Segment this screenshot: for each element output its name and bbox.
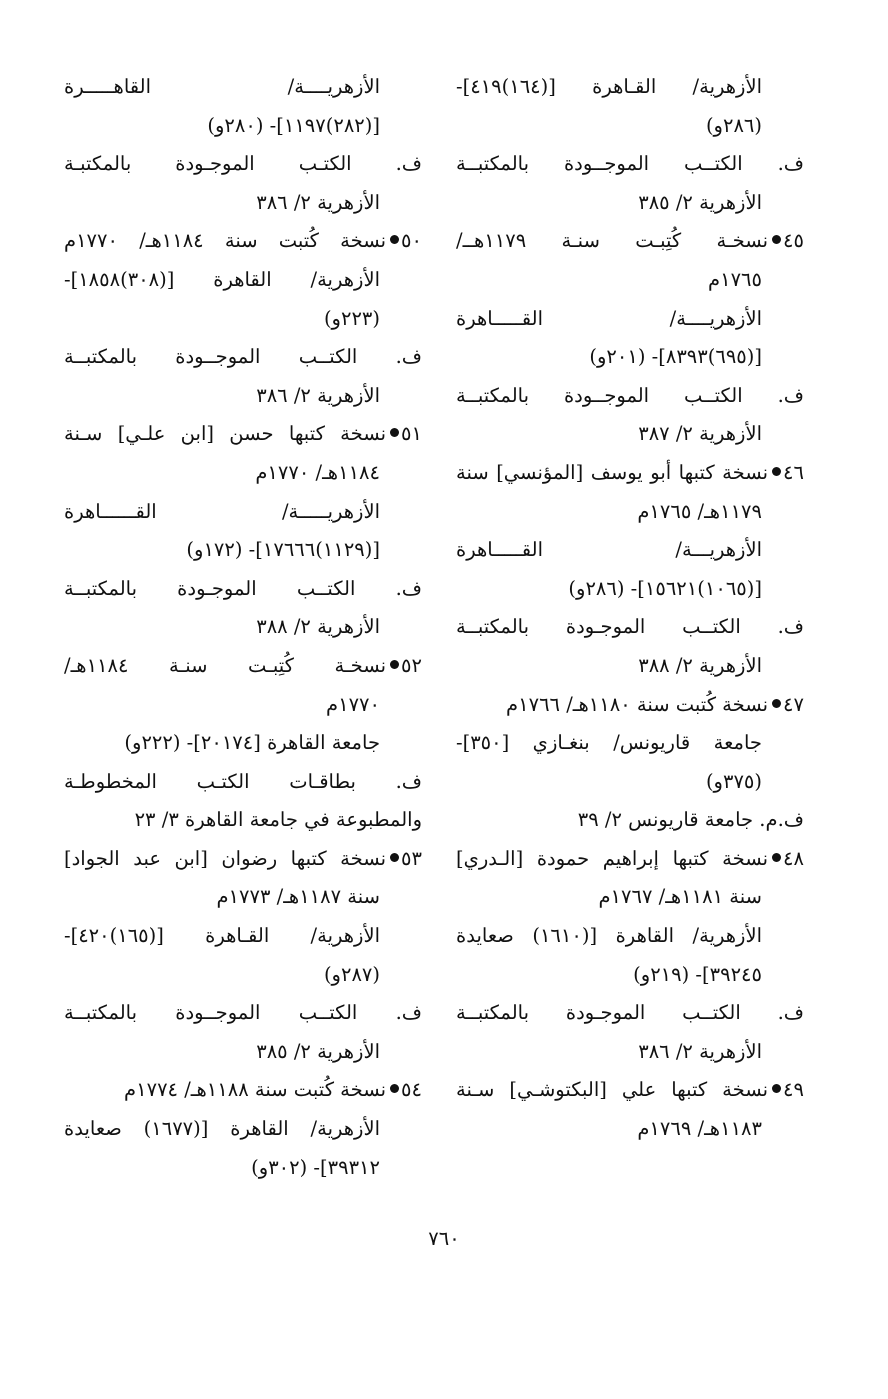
bullet-icon xyxy=(772,1084,781,1093)
entry-number: ٥٤ xyxy=(401,1078,422,1102)
text-line: ف. الكتــب الموجـودة بالمكتبــة xyxy=(456,615,804,639)
entry-number: ٤٨ xyxy=(783,846,804,870)
entry-line xyxy=(64,647,422,686)
entry-text: نسخة كتبها أبو يوسف [المؤنسي] سنة xyxy=(456,460,769,484)
text-line: الأزهرية/ القـاهرة [(١٦٤)٤١٩]- xyxy=(456,75,762,98)
entry-number: ٤٦ xyxy=(783,460,804,484)
text-line: سنة ١١٨١هـ/ ١٧٦٧م xyxy=(598,885,762,909)
text-line: ١٧٦٥م xyxy=(708,267,762,291)
text-line: الأزهرية/ القاهرة [(١٦١٠) صعايدة xyxy=(456,924,762,948)
bullet-icon xyxy=(390,853,399,862)
text-line: جامعة القاهرة [٢٠١٧٤]- (٢٢٢و) xyxy=(124,731,380,755)
text-line: الأزهريـــة/ القـــــاهرة xyxy=(456,538,762,562)
text-line: ٣٩٣١٢]- (٣٠٢و) xyxy=(251,1155,380,1179)
bullet-icon xyxy=(390,1084,399,1093)
entry-number: ٥١ xyxy=(401,422,422,446)
text-line: ١١٨٣هـ/ ١٧٦٩م xyxy=(637,1117,762,1141)
text-line: الأزهريـــــة/ القــــــاهرة xyxy=(64,499,380,523)
text-line: ١١٨٤هـ/ ١٧٧٠م xyxy=(255,460,380,484)
text-line: (٢٢٣و) xyxy=(323,306,380,330)
text-line: ف. الكتــب الموجــودة بالمكتبــة xyxy=(456,152,804,176)
bullet-icon xyxy=(772,235,781,244)
bullet-icon xyxy=(390,428,399,437)
text-line: الأزهريــــة/ القاهـــــرة xyxy=(64,75,380,98)
text-line: [(١٠٦٥)١٥٦٢١]- (٢٨٦و) xyxy=(568,576,762,600)
entry-line xyxy=(456,222,804,261)
entry-text: نسخة كتبها رضوان [ابن عبد الجواد] xyxy=(64,846,387,870)
text-line: ف.م. جامعة قاريونس ٢/ ٣٩ xyxy=(577,808,804,832)
bullet-icon xyxy=(772,467,781,476)
text-line: [(٦٩٥)٨٣٩٣]- (٢٠١و) xyxy=(589,345,762,369)
text-line: الأزهرية/ القاهرة [(١٦٧٧) صعايدة xyxy=(64,1117,380,1141)
entry-text: نسخة كُتبت سنة ١١٨٤هـ/ ١٧٧٠م xyxy=(64,229,387,253)
text-line: الأزهرية ٢/ ٣٨٨ xyxy=(638,653,762,677)
entry-line xyxy=(456,1071,804,1110)
text-line: ٣٩٢٤٥]- (٢١٩و) xyxy=(633,962,762,986)
text-line: ف. الكتــب الموجــودة بالمكتبــة xyxy=(456,383,804,407)
text-line: (٢٨٦و) xyxy=(705,113,762,137)
entry-text: نسخة كتبها علي [البكتوشـي] سـنة xyxy=(456,1078,769,1102)
entry-number: ٤٧ xyxy=(783,692,804,716)
text-line: الأزهرية ٢/ ٣٨٦ xyxy=(638,1039,762,1063)
entry-line xyxy=(64,415,422,454)
bullet-icon xyxy=(390,235,399,244)
entry-line xyxy=(456,454,804,493)
text-line: ١١٧٩هـ/ ١٧٦٥م xyxy=(637,499,762,523)
entry-line xyxy=(456,686,804,725)
entry-number: ٤٥ xyxy=(783,229,804,253)
entry-line xyxy=(64,222,422,261)
right-column xyxy=(456,68,804,1149)
text-line: الأزهرية ٢/ ٣٨٦ xyxy=(256,190,380,214)
text-line: الأزهرية/ القاهرة [(٣٠٨)١٨٥٨]- xyxy=(64,267,380,291)
page-number: ٧٦٠ xyxy=(428,1227,460,1250)
entry-number: ٤٩ xyxy=(783,1078,804,1102)
entry-text: نسخة كتبها إبراهيم حمودة [الـدري] xyxy=(456,846,769,870)
entry-number: ٥٣ xyxy=(401,846,422,870)
text-line: الأزهرية ٢/ ٣٨٥ xyxy=(256,1039,380,1063)
entry-text: نسخة كُتبت سنة ١١٨٠هـ/ ١٧٦٦م xyxy=(506,692,769,716)
left-column xyxy=(64,68,422,1187)
text-line: ف. الكتـب الموجـودة بالمكتبـة xyxy=(64,152,422,176)
bullet-icon xyxy=(772,853,781,862)
text-line: ف. بطاقـات الكتـب المخطوطـة xyxy=(64,769,422,793)
entry-text: نسخة كتبها حسن [ابن علـي] سـنة xyxy=(64,422,387,446)
entry-number: ٥٠ xyxy=(401,229,422,253)
entry-text: نسخة كُتبت سنة ١١٨٨هـ/ ١٧٧٤م xyxy=(124,1078,387,1102)
text-line: سنة ١١٨٧هـ/ ١٧٧٣م xyxy=(216,885,380,909)
text-line: الأزهرية ٢/ ٣٨٧ xyxy=(638,422,762,446)
text-line: الأزهرية/ القـاهرة [(١٦٥)٤٢٠]- xyxy=(64,924,380,948)
entry-number: ٥٢ xyxy=(401,653,422,677)
text-line: [(٢٨٢)١١٩٧]- (٢٨٠و) xyxy=(207,113,380,137)
entry-text: نسخـة كُتِبـت سنـة ١١٨٤هـ/ xyxy=(64,653,387,677)
text-line: الأزهريــــة/ القـــــاهرة xyxy=(456,306,762,330)
text-line: [(١١٢٩)١٧٦٦٦]- (١٧٢و) xyxy=(186,538,380,562)
text-line: (٢٨٧و) xyxy=(323,962,380,986)
text-line: ١٧٧٠م xyxy=(326,692,380,716)
text-line: ف. الكتــب الموجـودة بالمكتبــة xyxy=(456,1001,804,1025)
entry-text: نسخـة كُتِبـت سنـة ١١٧٩هــ/ xyxy=(456,229,769,253)
bullet-icon xyxy=(772,699,781,708)
text-line: الأزهرية ٢/ ٣٨٥ xyxy=(638,190,762,214)
text-line: الأزهرية ٢/ ٣٨٦ xyxy=(256,383,380,407)
text-line: (٣٧٥و) xyxy=(705,769,762,793)
entry-line xyxy=(64,840,422,879)
text-line: ف. الكتــب الموجــودة بالمكتبــة xyxy=(64,345,422,369)
entry-line xyxy=(456,840,804,879)
entry-line xyxy=(64,1071,422,1110)
text-line: الأزهرية ٢/ ٣٨٨ xyxy=(256,615,380,639)
bullet-icon xyxy=(390,660,399,669)
text-line: ف. الكتــب الموجــودة بالمكتبــة xyxy=(64,1001,422,1025)
text-line: والمطبوعة في جامعة القاهرة ٣/ ٢٣ xyxy=(134,808,422,832)
text-line: ف. الكتــب الموجـودة بالمكتبــة xyxy=(64,576,422,600)
text-line: جامعة قاريونس/ بنغـازي [٣٥٠]- xyxy=(456,731,762,755)
